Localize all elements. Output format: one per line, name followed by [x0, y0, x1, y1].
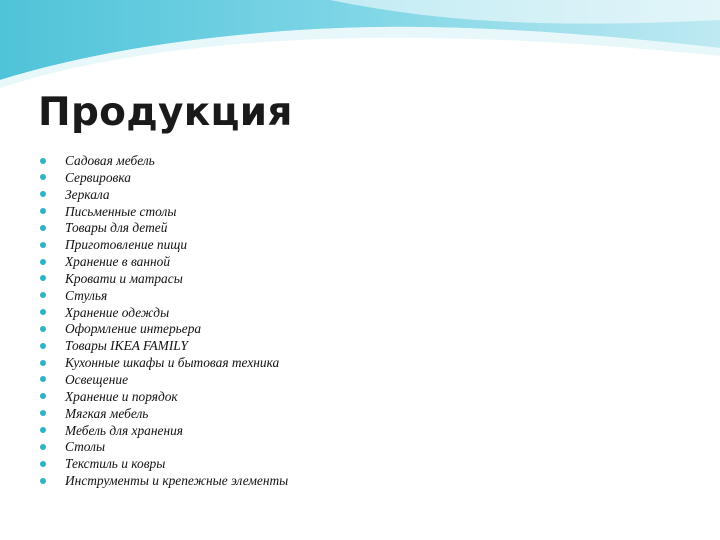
- bullet-icon: [40, 478, 46, 484]
- list-item: [0, 423, 288, 440]
- list-item-label: Инструменты и крепежные элементы: [65, 473, 289, 489]
- bullet-icon: [40, 259, 46, 265]
- bullet-icon: [40, 461, 46, 467]
- list-item-label: Письменные столы: [65, 203, 177, 219]
- bullet-icon: [40, 343, 46, 349]
- list-item: [0, 170, 288, 187]
- list-item: [0, 220, 288, 237]
- bullet-icon: [40, 376, 46, 382]
- bullet-icon: [40, 326, 46, 332]
- bullet-icon: [40, 191, 46, 197]
- list-item-label: Мягкая мебель: [65, 405, 149, 421]
- list-item-label: Мебель для хранения: [65, 422, 184, 438]
- list-item: [0, 237, 288, 254]
- page-title: Продукция: [38, 90, 293, 135]
- list-item-label: Товары для детей: [65, 220, 168, 236]
- bullet-icon: [40, 242, 46, 248]
- bullet-icon: [40, 208, 46, 214]
- bullet-icon: [40, 444, 46, 450]
- list-item: [0, 473, 288, 490]
- list-item-label: Кровати и матрасы: [65, 270, 183, 286]
- list-item-label: Зеркала: [65, 186, 110, 202]
- list-item-label: Сервировка: [65, 169, 131, 185]
- list-item: [0, 406, 288, 423]
- bullet-icon: [40, 410, 46, 416]
- bullet-icon: [40, 225, 46, 231]
- list-item-label: Хранение одежды: [65, 304, 170, 320]
- bullet-icon: [40, 174, 46, 180]
- bullet-icon: [40, 292, 46, 298]
- list-item: [0, 389, 288, 406]
- list-item: [0, 439, 288, 456]
- list-item-label: Приготовление пищи: [65, 237, 188, 253]
- list-item: [0, 204, 288, 221]
- list-item: [0, 254, 288, 271]
- list-item-label: Стулья: [65, 287, 108, 303]
- list-item-label: Кухонные шкафы и бытовая техника: [65, 355, 280, 371]
- bullet-icon: [40, 393, 46, 399]
- bullet-icon: [40, 309, 46, 315]
- list-item: [0, 338, 288, 355]
- list-item: [0, 456, 288, 473]
- list-item: [0, 187, 288, 204]
- list-item-label: Садовая мебель: [65, 153, 155, 168]
- bullet-icon: [40, 275, 46, 281]
- list-item: [0, 305, 288, 322]
- list-item: [0, 355, 288, 372]
- list-item: [0, 321, 288, 338]
- list-item-label: Хранение в ванной: [65, 254, 171, 270]
- bullet-icon: [40, 427, 46, 433]
- list-item-label: Оформление интерьера: [65, 321, 202, 337]
- list-item-label: Освещение: [65, 371, 129, 387]
- list-item-label: Хранение и порядок: [65, 388, 178, 404]
- bullet-icon: [40, 360, 46, 366]
- list-item: [0, 288, 288, 305]
- list-item-label: Столы: [65, 439, 106, 455]
- list-item: [0, 271, 288, 288]
- product-list: [0, 153, 288, 490]
- list-item-label: Текстиль и ковры: [65, 456, 166, 472]
- list-item: [0, 372, 288, 389]
- list-item: [0, 153, 288, 170]
- list-item-label: Товары IKEA FAMILY: [65, 338, 188, 354]
- bullet-icon: [40, 158, 46, 164]
